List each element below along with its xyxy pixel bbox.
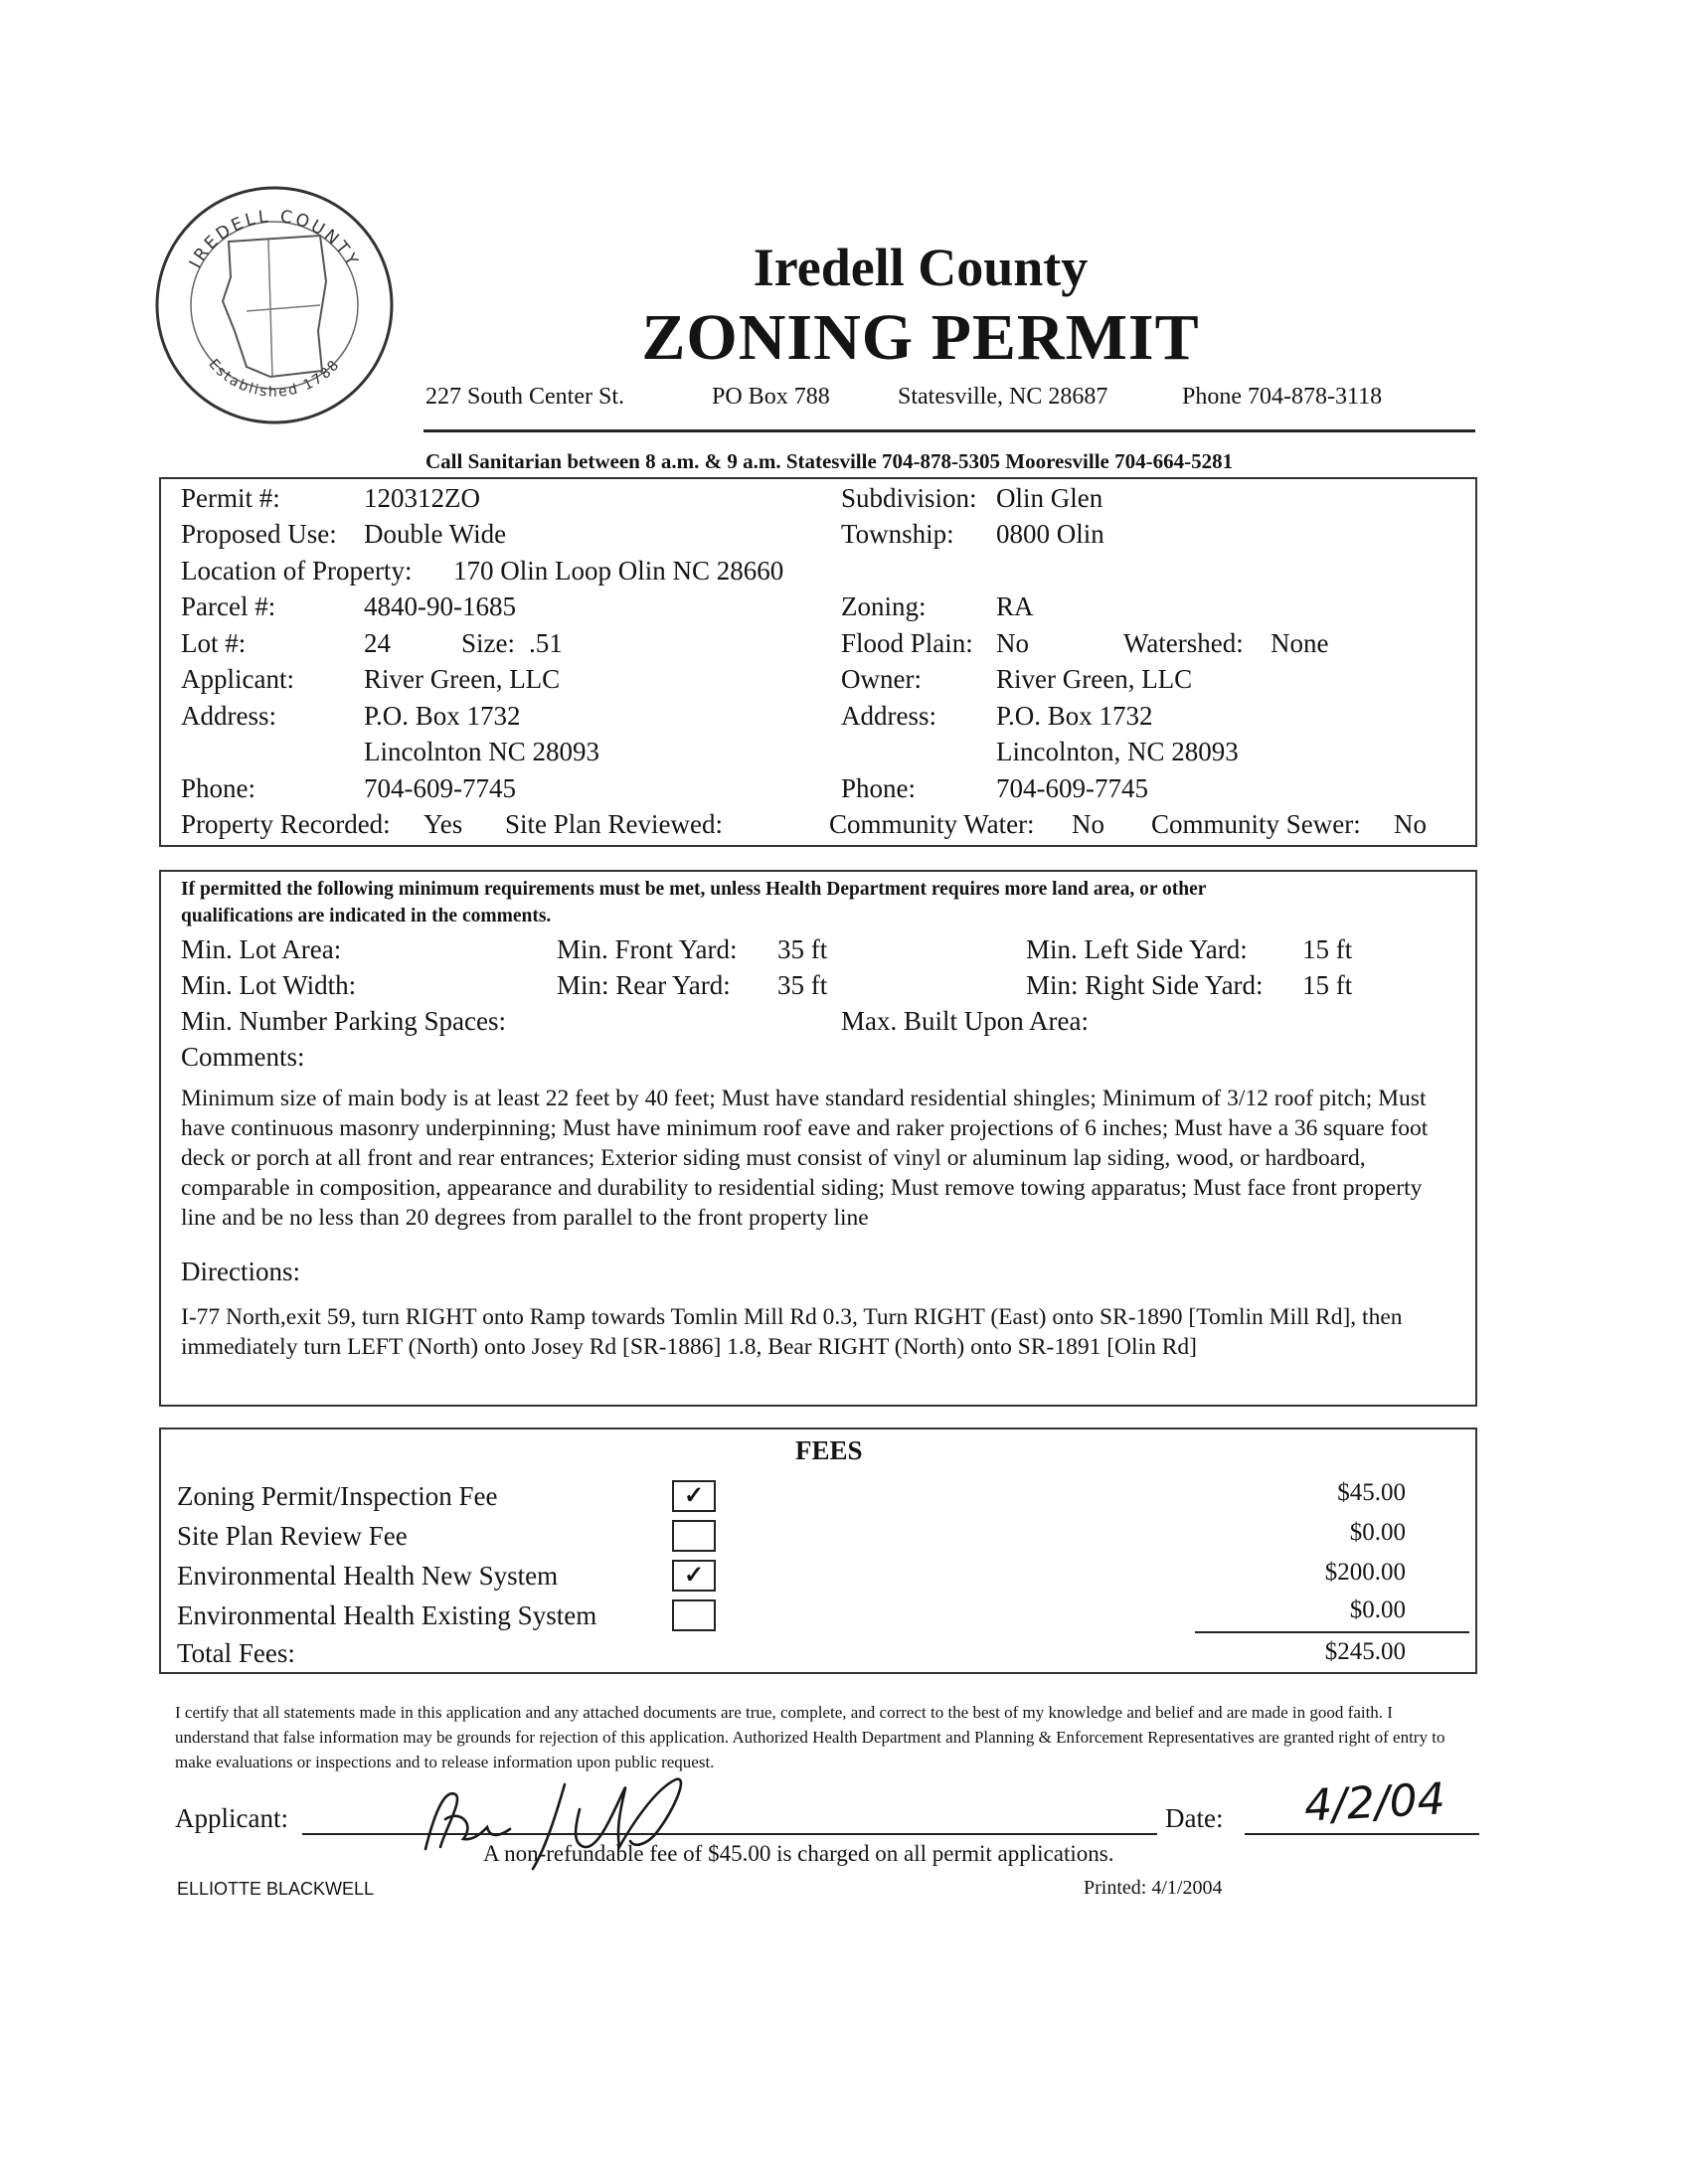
non-refundable-fee-note: A non-refundable fee of $45.00 is charged on all permit applications. [483,1841,1114,1866]
property-location: 170 Olin Loop Olin NC 28660 [453,556,784,586]
requirements-header-line1: If permitted the following minimum requirements must be met, unless Health Department requires more land area, or other [181,879,1207,900]
watershed-label: Watershed: [1123,628,1244,658]
fee-checkbox-env-health-existing[interactable] [672,1599,716,1631]
certification-text: I certify that all statements made in this application and any attached documents are true, complete, and correct to the best of my knowledge and belief and are made in good faith. I understand that false information may be grounds for rejection of this application. Authorized Health Department and Planning & Enforcement Representatives are granted right of entry to make evaluations or inspections and to release information upon public request. [175,1703,1445,1771]
fee-label-env-health-existing: Environmental Health Existing System [177,1600,597,1630]
owner-address-line1: P.O. Box 1732 [996,701,1153,731]
community-sewer-label: Community Sewer: [1151,809,1361,839]
location-label: Location of Property: [181,556,413,586]
flood-plain: No [996,628,1029,658]
proposed-use: Double Wide [364,519,507,549]
min-lot-area-label: Min. Lot Area: [181,934,342,964]
lot-label: Lot #: [181,628,247,658]
city-state: Statesville, NC 28687 [898,384,1108,410]
svg-text:IREDELL COUNTY: IREDELL COUNTY [185,206,364,272]
fee-label-env-health-new: Environmental Health New System [177,1561,559,1591]
min-rear-yard-label: Min: Rear Yard: [557,970,731,1000]
owner-name: River Green, LLC [996,664,1193,694]
applicant-phone-label: Phone: [181,773,256,803]
header-rule [424,429,1475,432]
po-box: PO Box 788 [712,384,830,410]
township-label: Township: [841,519,954,549]
comments-label: Comments: [181,1042,305,1072]
fees-heading: FEES [795,1435,863,1465]
zoning-label: Zoning: [841,591,927,621]
fee-label-zoning-permit: Zoning Permit/Inspection Fee [177,1481,498,1511]
fee-amount-site-plan: $0.00 [1349,1519,1406,1546]
permit-info-box [159,477,1477,847]
owner-address-label: Address: [841,701,936,731]
min-right-side-yard-label: Min: Right Side Yard: [1026,970,1264,1000]
parking-spaces-label: Min. Number Parking Spaces: [181,1006,506,1036]
min-right-side-yard: 15 ft [1302,970,1353,1000]
owner-address-line2: Lincolnton, NC 28093 [996,737,1239,766]
applicant-label: Applicant: [181,664,294,694]
sanitarian-note: Call Sanitarian between 8 a.m. & 9 a.m. Statesville 704-878-5305 Mooresville 704-664-5281 [425,449,1234,473]
svg-text:Established 1788: Established 1788 [205,356,344,401]
requirements-header-line2: qualifications are indicated in the comments. [181,906,552,926]
fee-checkbox-zoning-permit[interactable]: ✓ [672,1480,716,1512]
printed-date: Printed: 4/1/2004 [1084,1877,1223,1899]
parcel-number: 4840-90-1685 [364,591,516,621]
applicant-signature-label: Applicant: [175,1803,288,1833]
size-label: Size: [461,628,515,658]
min-front-yard: 35 ft [777,934,828,964]
community-sewer: No [1394,809,1427,839]
subdivision: Olin Glen [996,483,1103,513]
property-recorded: Yes [424,809,463,839]
document-title: ZONING PERMIT [641,301,1200,374]
owner-phone: 704-609-7745 [996,773,1148,803]
office-phone: Phone 704-878-3118 [1182,384,1383,410]
community-water-label: Community Water: [829,809,1035,839]
min-lot-width-label: Min. Lot Width: [181,970,357,1000]
fee-label-site-plan: Site Plan Review Fee [177,1521,408,1551]
township: 0800 Olin [996,519,1104,549]
min-front-yard-label: Min. Front Yard: [557,934,738,964]
street-address: 227 South Center St. [425,384,625,410]
min-left-side-yard-label: Min. Left Side Yard: [1026,934,1248,964]
fee-checkbox-env-health-new[interactable]: ✓ [672,1560,716,1592]
applicant-name: River Green, LLC [364,664,561,694]
applicant-address-line1: P.O. Box 1732 [364,701,521,731]
flood-plain-label: Flood Plain: [841,628,973,658]
comments-text: Minimum size of main body is at least 22 feet by 40 feet; Must have standard residential shingles; Minimum of 3/12 roof pitch; Must have continuous masonry underpinning; Must have minimum roof eave and raker projections of 6 inches; Must have a 36 square foot deck or porch at all front and rear entrances; Exterior siding must consist of vinyl or aluminum lap siding, wood, or hardboard, comparable in composition, appearance and durability to residential siding; Must remove towing apparatus; Must face front property line and be no less than 20 degrees from parallel to the front property line [181,1086,1429,1231]
property-recorded-label: Property Recorded: [181,809,391,839]
owner-label: Owner: [841,664,922,694]
community-water: No [1072,809,1104,839]
applicant-address-line2: Lincolnton NC 28093 [364,737,599,766]
subdivision-label: Subdivision: [841,483,977,513]
signed-date: 4/2/04 [1302,1773,1446,1832]
min-left-side-yard: 15 ft [1302,934,1353,964]
owner-phone-label: Phone: [841,773,917,803]
directions-text: I-77 North,exit 59, turn RIGHT onto Ramp towards Tomlin Mill Rd 0.3, Turn RIGHT (East) onto SR-1890 [Tomlin Mill Rd], then immediately turn LEFT (North) onto Josey Rd [SR-1886] 1.8, Bear RIGHT (North) onto SR-1891 [Olin Rd] [181,1304,1403,1360]
permit-number-label: Permit #: [181,483,280,513]
min-rear-yard: 35 ft [777,970,828,1000]
applicant-address-label: Address: [181,701,276,731]
total-fees-label: Total Fees: [177,1638,295,1668]
issuer-name: ELLIOTTE BLACKWELL [177,1879,375,1899]
max-built-upon-label: Max. Built Upon Area: [841,1006,1089,1036]
date-line [1245,1833,1479,1835]
permit-number: 120312ZO [364,483,480,513]
lot-number: 24 [364,628,391,658]
zoning: RA [996,591,1034,621]
directions-label: Directions: [181,1257,300,1286]
watershed: None [1270,628,1329,658]
site-plan-reviewed-label: Site Plan Reviewed: [505,809,723,839]
fee-amount-env-health-existing: $0.00 [1349,1596,1406,1623]
county-name: Iredell County [753,238,1089,297]
date-label: Date: [1165,1803,1224,1833]
parcel-label: Parcel #: [181,591,276,621]
fee-amount-zoning-permit: $45.00 [1337,1479,1406,1506]
lot-size: .51 [529,628,563,658]
fees-subtotal-rule [1195,1631,1469,1633]
fee-checkbox-site-plan[interactable] [672,1520,716,1552]
total-fees: $245.00 [1324,1638,1406,1665]
proposed-use-label: Proposed Use: [181,519,337,549]
fee-amount-env-health-new: $200.00 [1324,1559,1406,1586]
applicant-phone: 704-609-7745 [364,773,516,803]
